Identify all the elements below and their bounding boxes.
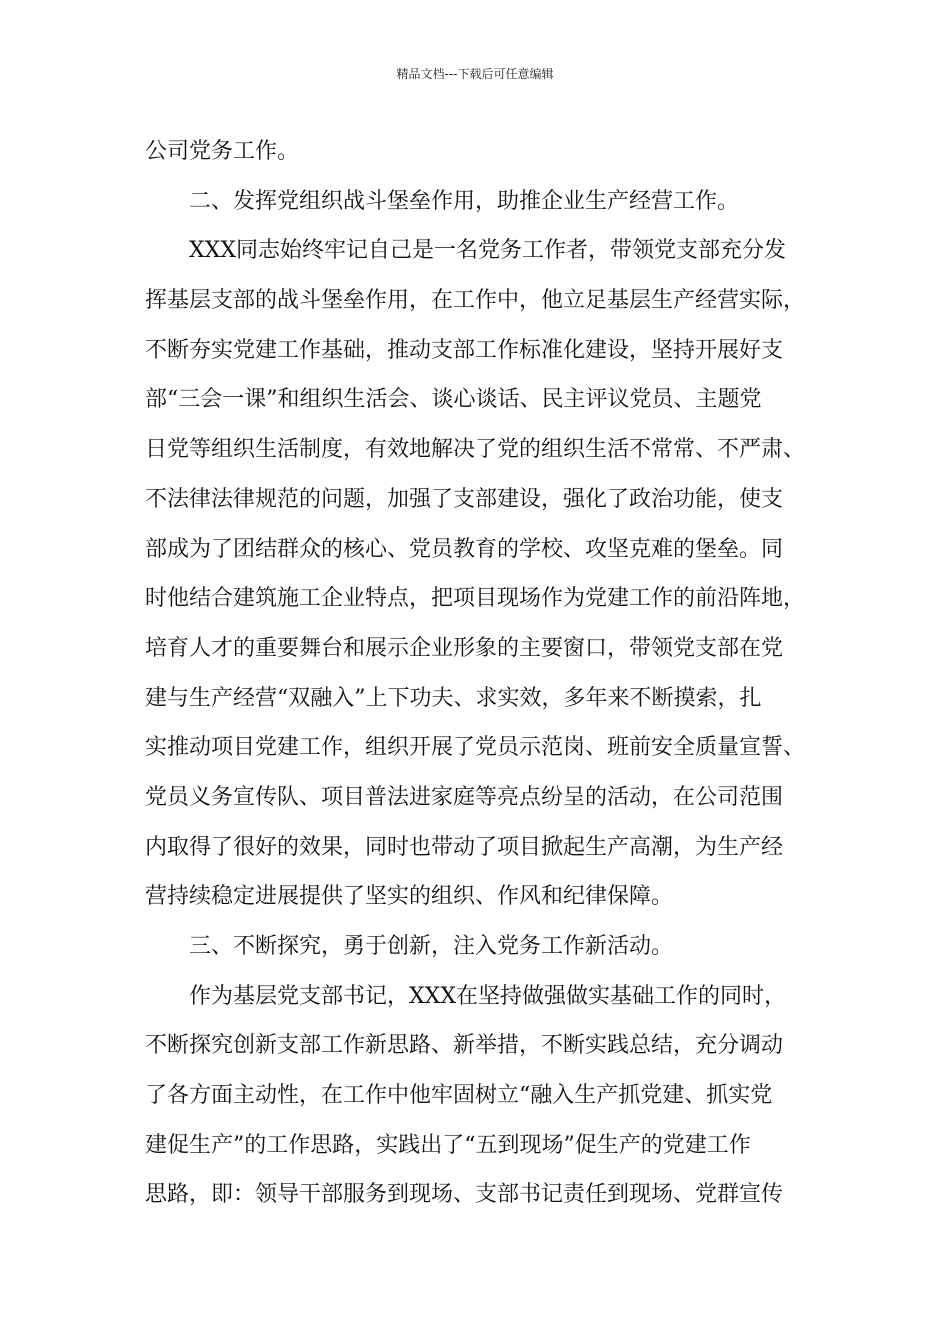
text-line: 实推动项目党建工作，组织开展了党员示范岗、班前安全质量宣誓、 — [145, 735, 806, 761]
text-line: 建与生产经营“双融入”上下功夫、求实效，多年来不断摸索，扎 — [145, 685, 762, 711]
section-heading: 二、发挥党组织战斗堡垒作用，助推企业生产经营工作。 — [189, 188, 740, 214]
text-line: 挥基层支部的战斗堡垒作用，在工作中，他立足基层生产经营实际， — [145, 288, 806, 314]
text-line: 日党等组织生活制度，有效地解决了党的组织生活不常常、不严肃、 — [145, 437, 806, 463]
text-line: 营持续稳定进展提供了坚实的组织、作风和纪律保障。 — [145, 884, 674, 910]
text-line: 党员义务宣传队、项目普法进家庭等亮点纷呈的活动，在公司范围 — [145, 784, 784, 810]
text-line: 建促生产”的工作思路，实践出了“五到现场”促生产的党建工作 — [145, 1132, 751, 1158]
section-heading: 三、不断探究，勇于创新，注入党务工作新活动。 — [189, 934, 674, 959]
text-line: 不法律法律规范的问题，加强了支部建设，强化了政治功能，使支 — [145, 486, 784, 512]
text-line: 公司党务工作。 — [145, 139, 300, 164]
text-line: 作为基层党支部书记，XXX在坚持做强做实基础工作的同时， — [189, 983, 786, 1009]
text-line: 不断探究创新支部工作新思路、新举措，不断实践总结，充分调动 — [145, 1033, 784, 1059]
page-header: 精品文档---下载后可任意编辑 — [396, 67, 554, 81]
text-line: 时他结合建筑施工企业特点，把项目现场作为党建工作的前沿阵地， — [145, 586, 806, 612]
text-line: 部“三会一课”和组织生活会、谈心谈话、民主评议党员、主题党 — [145, 387, 762, 413]
text-line: XXX同志始终牢记自己是一名党务工作者，带领党支部充分发 — [189, 238, 786, 264]
text-line: 不断夯实党建工作基础，推动支部工作标准化建设，坚持开展好支 — [145, 337, 784, 363]
text-line: 内取得了很好的效果，同时也带动了项目掀起生产高潮，为生产经 — [145, 834, 784, 860]
text-line: 思路，即：领导干部服务到现场、支部书记责任到现场、党群宣传 — [145, 1182, 784, 1208]
text-line: 部成为了团结群众的核心、党员教育的学校、攻坚克难的堡垒。同 — [145, 536, 784, 562]
document-body — [145, 127, 810, 1220]
text-line: 培育人才的重要舞台和展示企业形象的主要窗口，带领党支部在党 — [145, 635, 784, 661]
text-line: 了各方面主动性，在工作中他牢固树立“融入生产抓党建、抓实党 — [145, 1083, 773, 1109]
